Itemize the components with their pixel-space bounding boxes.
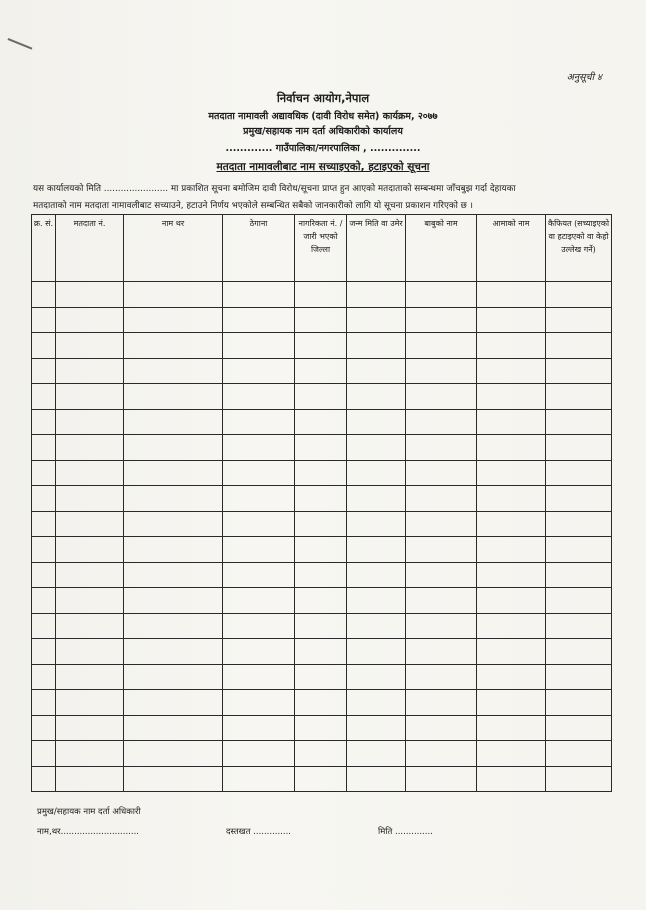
table-cell — [347, 664, 406, 690]
table-cell — [223, 664, 295, 690]
table-cell — [406, 715, 477, 741]
table-cell — [347, 715, 406, 741]
table-cell — [124, 307, 223, 333]
table-cell — [347, 409, 406, 435]
table-cell — [32, 690, 56, 716]
table-cell — [406, 639, 477, 665]
table-cell — [406, 613, 477, 639]
table-cell — [56, 358, 124, 384]
table-body — [32, 282, 612, 792]
table-cell — [223, 588, 295, 614]
table-row — [32, 766, 612, 792]
table-row — [32, 358, 612, 384]
table-cell — [124, 664, 223, 690]
table-cell — [56, 690, 124, 716]
table-cell — [223, 358, 295, 384]
column-header-birthdate: जन्म मिति वा उमेर — [347, 215, 406, 282]
table-cell — [546, 282, 612, 308]
table-cell — [295, 741, 347, 767]
table-cell — [56, 460, 124, 486]
table-cell — [406, 307, 477, 333]
table-cell — [56, 741, 124, 767]
table-cell — [477, 562, 546, 588]
table-cell — [124, 435, 223, 461]
table-cell — [406, 435, 477, 461]
voter-correction-table — [31, 214, 612, 792]
table-cell — [56, 664, 124, 690]
table-cell — [477, 588, 546, 614]
table-row — [32, 282, 612, 308]
table-cell — [546, 537, 612, 563]
table-cell — [32, 715, 56, 741]
notice-body-line-1: यस कार्यालयको मिति ....................... मा प्रकाशित सूचना बमोजिम दावी विरोध/सूचना प्राप्त हुन आएको मतदाताको सम्बन्धमा जाँचबुझ गर्दा देहायका — [33, 184, 516, 194]
column-header-citizenship: नागरिकता नं. / जारी भएको जिल्ला — [295, 215, 347, 282]
table-row — [32, 384, 612, 410]
table-cell — [223, 511, 295, 537]
table-cell — [406, 486, 477, 512]
table-cell — [124, 766, 223, 792]
table-cell — [477, 384, 546, 410]
table-cell — [295, 562, 347, 588]
table-cell — [477, 511, 546, 537]
table-cell — [124, 409, 223, 435]
table-row — [32, 537, 612, 563]
table-cell — [56, 384, 124, 410]
table-cell — [295, 358, 347, 384]
table-cell — [477, 766, 546, 792]
table-cell — [56, 613, 124, 639]
table-cell — [56, 435, 124, 461]
table-row — [32, 486, 612, 512]
organization-title: निर्वाचन आयोग,नेपाल — [276, 91, 370, 105]
table-row — [32, 562, 612, 588]
table-cell — [347, 435, 406, 461]
name-field-label: नाम,थर............................. — [37, 827, 139, 837]
table-cell — [32, 511, 56, 537]
table-header-row — [32, 215, 612, 282]
table-cell — [546, 562, 612, 588]
table-cell — [56, 766, 124, 792]
table-row — [32, 741, 612, 767]
table-cell — [32, 639, 56, 665]
table-cell — [223, 639, 295, 665]
table-cell — [546, 613, 612, 639]
table-cell — [32, 358, 56, 384]
table-cell — [347, 588, 406, 614]
table-cell — [546, 307, 612, 333]
table-cell — [295, 588, 347, 614]
annex-label: अनुसूची ४ — [566, 72, 602, 83]
table-cell — [477, 639, 546, 665]
table-cell — [223, 715, 295, 741]
table-cell — [347, 766, 406, 792]
table-cell — [347, 307, 406, 333]
table-cell — [32, 460, 56, 486]
table-row — [32, 435, 612, 461]
table-cell — [477, 537, 546, 563]
table-cell — [406, 358, 477, 384]
table-cell — [295, 537, 347, 563]
table-cell — [295, 307, 347, 333]
notice-title: मतदाता नामावलीबाट नाम सच्याइएको, हटाइएको सूचना — [216, 161, 430, 173]
table-cell — [347, 486, 406, 512]
column-header-serial: क्र. सं. — [32, 215, 56, 282]
table-cell — [223, 409, 295, 435]
table-row — [32, 511, 612, 537]
table-cell — [32, 384, 56, 410]
table-cell — [56, 282, 124, 308]
table-cell — [295, 409, 347, 435]
table-cell — [223, 384, 295, 410]
table-cell — [32, 741, 56, 767]
table-cell — [56, 333, 124, 359]
table-cell — [124, 588, 223, 614]
table-cell — [477, 460, 546, 486]
table-cell — [295, 384, 347, 410]
table-cell — [347, 511, 406, 537]
table-cell — [56, 537, 124, 563]
table-cell — [295, 435, 347, 461]
table-cell — [223, 537, 295, 563]
table-cell — [406, 562, 477, 588]
table-cell — [124, 486, 223, 512]
table-row — [32, 639, 612, 665]
table-cell — [546, 664, 612, 690]
table-cell — [32, 537, 56, 563]
table-cell — [406, 537, 477, 563]
table-cell — [56, 486, 124, 512]
table-cell — [477, 613, 546, 639]
table-cell — [546, 639, 612, 665]
table-cell — [477, 409, 546, 435]
column-header-remarks: कैफियत (सच्याइएको वा हटाइएको वा केहो उल्लेख गर्ने) — [546, 215, 612, 282]
table-cell — [477, 307, 546, 333]
table-cell — [477, 486, 546, 512]
table-cell — [56, 409, 124, 435]
table-cell — [347, 741, 406, 767]
table-cell — [477, 435, 546, 461]
table-cell — [546, 384, 612, 410]
table-cell — [406, 282, 477, 308]
table-cell — [295, 766, 347, 792]
table-row — [32, 613, 612, 639]
table-cell — [56, 511, 124, 537]
table-cell — [32, 766, 56, 792]
signature-field-label: दस्तखत .............. — [226, 827, 291, 837]
table-cell — [546, 511, 612, 537]
table-cell — [124, 384, 223, 410]
notice-body-line-2: मतदाताको नाम मतदाता नामावलीबाट सच्याउने, हटाउने निर्णय भएकोले सम्बन्धित सबैको जानकारीको लागि यो सूचना प्रकाशन गरिएको छ । — [33, 201, 473, 211]
table-cell — [546, 486, 612, 512]
officer-title: प्रमुख/सहायक नाम दर्ता अधिकारी — [37, 807, 141, 817]
table-row — [32, 588, 612, 614]
table-cell — [124, 460, 223, 486]
table-cell — [124, 613, 223, 639]
table-cell — [406, 409, 477, 435]
table-cell — [223, 435, 295, 461]
table-cell — [295, 639, 347, 665]
column-header-mother-name: आमाको नाम — [477, 215, 546, 282]
table-cell — [223, 307, 295, 333]
table-cell — [124, 358, 223, 384]
table-cell — [223, 282, 295, 308]
table-cell — [406, 664, 477, 690]
table-cell — [32, 282, 56, 308]
table-cell — [223, 333, 295, 359]
date-field-label: मिति .............. — [378, 827, 433, 837]
table-cell — [546, 358, 612, 384]
table-cell — [477, 664, 546, 690]
table-cell — [124, 690, 223, 716]
table-cell — [56, 639, 124, 665]
table-cell — [546, 435, 612, 461]
table-cell — [406, 588, 477, 614]
table-row — [32, 409, 612, 435]
table-row — [32, 690, 612, 716]
table-cell — [124, 715, 223, 741]
table-cell — [477, 282, 546, 308]
table-cell — [56, 588, 124, 614]
table-cell — [347, 282, 406, 308]
table-cell — [32, 613, 56, 639]
table-cell — [124, 282, 223, 308]
table-cell — [546, 333, 612, 359]
table-cell — [295, 282, 347, 308]
table-cell — [347, 613, 406, 639]
table-cell — [295, 486, 347, 512]
table-cell — [124, 741, 223, 767]
table-cell — [406, 741, 477, 767]
table-cell — [546, 690, 612, 716]
table-cell — [477, 333, 546, 359]
table-cell — [32, 307, 56, 333]
table-cell — [32, 486, 56, 512]
table-cell — [223, 562, 295, 588]
table-cell — [56, 307, 124, 333]
table-row — [32, 307, 612, 333]
column-header-name: नाम थर — [124, 215, 223, 282]
table-row — [32, 664, 612, 690]
program-title: मतदाता नामावली अद्यावधिक (दावी विरोध समेत) कार्यक्रम, २०७७ — [208, 111, 438, 122]
table-cell — [406, 690, 477, 716]
table-cell — [477, 715, 546, 741]
table-cell — [406, 511, 477, 537]
table-cell — [406, 766, 477, 792]
table-cell — [477, 690, 546, 716]
table-cell — [546, 741, 612, 767]
table-cell — [295, 690, 347, 716]
table-cell — [295, 613, 347, 639]
table-cell — [546, 409, 612, 435]
table-cell — [124, 537, 223, 563]
table-row — [32, 715, 612, 741]
table-cell — [32, 435, 56, 461]
table-cell — [32, 409, 56, 435]
table-row — [32, 460, 612, 486]
table-cell — [546, 766, 612, 792]
table-cell — [347, 639, 406, 665]
office-title: प्रमुख/सहायक नाम दर्ता अधिकारीको कार्यालय — [243, 126, 403, 137]
table-cell — [546, 588, 612, 614]
table-cell — [56, 562, 124, 588]
table-row — [32, 333, 612, 359]
table-cell — [32, 664, 56, 690]
table-cell — [347, 690, 406, 716]
table-cell — [295, 460, 347, 486]
table-cell — [347, 333, 406, 359]
table-cell — [347, 562, 406, 588]
table-cell — [347, 384, 406, 410]
table-cell — [124, 333, 223, 359]
table-cell — [295, 715, 347, 741]
table-cell — [124, 639, 223, 665]
table-cell — [56, 715, 124, 741]
table-cell — [347, 460, 406, 486]
table-cell — [477, 358, 546, 384]
table-cell — [477, 741, 546, 767]
table-cell — [347, 537, 406, 563]
table-cell — [223, 741, 295, 767]
column-header-voter-number: मतदाता नं. — [56, 215, 124, 282]
column-header-father-name: बाबुको नाम — [406, 215, 477, 282]
table-cell — [223, 690, 295, 716]
table-cell — [406, 460, 477, 486]
table-cell — [406, 384, 477, 410]
scan-mark — [8, 38, 33, 49]
table-cell — [223, 460, 295, 486]
table-cell — [347, 358, 406, 384]
table-cell — [124, 562, 223, 588]
table-cell — [32, 588, 56, 614]
table-cell — [295, 333, 347, 359]
table-cell — [295, 511, 347, 537]
table-cell — [124, 511, 223, 537]
column-header-address: ठेगाना — [223, 215, 295, 282]
table-cell — [546, 715, 612, 741]
table-cell — [546, 460, 612, 486]
table-cell — [32, 333, 56, 359]
table-cell — [32, 562, 56, 588]
table-cell — [406, 333, 477, 359]
table-cell — [223, 486, 295, 512]
table-cell — [223, 766, 295, 792]
table-cell — [295, 664, 347, 690]
table-cell — [223, 613, 295, 639]
municipality-line: ............. गाउँपालिका/नगरपालिका , .............. — [225, 143, 421, 154]
